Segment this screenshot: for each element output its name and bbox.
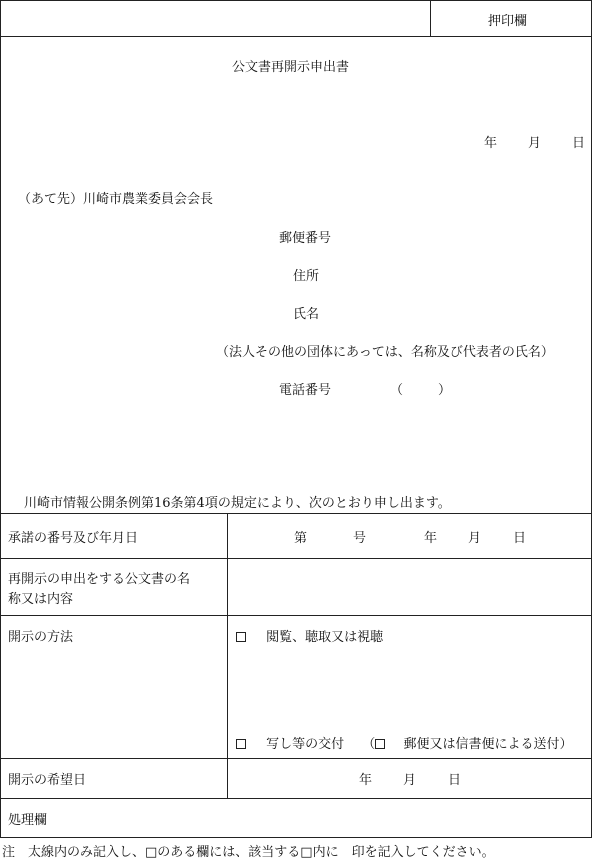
approval-gou: 号 (353, 531, 367, 546)
table-column-divider (227, 513, 228, 798)
date-month-label: 月 (528, 136, 542, 151)
phone-paren-open: （ (390, 383, 404, 398)
option-copy-delivery-label: 写し等の交付 (266, 737, 345, 752)
desired-day: 日 (448, 773, 462, 788)
option-copy-delivery[interactable] (236, 733, 572, 752)
statement: 川崎市情報公開条例第16条第4項の規定により、次のとおり申し出ます。 (24, 496, 451, 511)
row4-bottom-border (0, 798, 592, 799)
seal-row-divider (0, 36, 592, 37)
approval-month: 月 (468, 531, 482, 546)
desired-date-label: 開示の希望日 (8, 773, 87, 788)
address-label: 住所 (293, 269, 320, 284)
approval-year: 年 (424, 531, 438, 546)
date-day-label: 日 (572, 136, 586, 151)
checkbox-viewing[interactable] (236, 632, 246, 642)
desired-year: 年 (359, 773, 373, 788)
document-name-label-line1: 再開示の申出をする公文書の名 (8, 572, 191, 587)
approval-day: 日 (513, 531, 527, 546)
disclosure-method-label: 開示の方法 (8, 630, 74, 645)
phone-paren-close: ） (438, 383, 452, 398)
option-viewing-label: 閲覧、聴取又は視聴 (266, 630, 384, 645)
row1-bottom-border (0, 558, 592, 559)
option-mail-label: 郵便又は信書便による送付） (403, 737, 573, 752)
corporate-note: （法人その他の団体にあっては、名称及び代表者の氏名） (216, 345, 554, 360)
date-year-label: 年 (484, 136, 498, 151)
table-top-border (0, 513, 592, 514)
seal-box-divider (430, 0, 431, 36)
approval-dai: 第 (294, 531, 308, 546)
postal-code-label: 郵便番号 (279, 231, 332, 246)
option-viewing[interactable] (236, 626, 383, 645)
addressee: （あて先）川崎市農業委員会会長 (18, 192, 214, 207)
row2-bottom-border (0, 615, 592, 616)
desired-month: 月 (403, 773, 417, 788)
form-title: 公文書再開示申出書 (232, 60, 350, 75)
checkbox-mail-delivery[interactable] (375, 739, 385, 749)
row3-bottom-border (0, 758, 592, 759)
seal-box-label: 押印欄 (488, 14, 528, 29)
approval-number-label: 承諾の番号及び年月日 (8, 531, 139, 546)
footnote: 注 太線内のみ記入し、□のある欄には、該当する□内に 印を記入してください。 (2, 845, 495, 860)
phone-label: 電話番号 (279, 383, 332, 398)
document-name-label-line2: 称又は内容 (8, 592, 74, 607)
option-mail-paren: （ (362, 737, 376, 752)
processing-label: 処理欄 (8, 813, 48, 828)
checkbox-copy-delivery[interactable] (236, 739, 246, 749)
name-label: 氏名 (293, 307, 320, 322)
